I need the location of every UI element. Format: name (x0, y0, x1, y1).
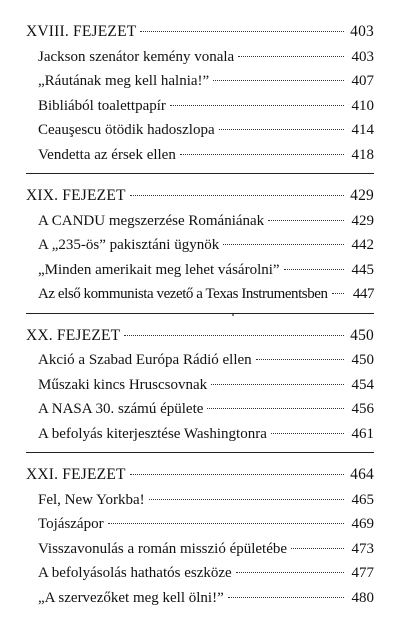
page-number: 454 (351, 376, 374, 393)
table-of-contents (26, 20, 374, 626)
dot-leader (236, 572, 344, 573)
toc-entry (26, 397, 374, 422)
dot-leader (228, 597, 344, 598)
dot-leader (213, 80, 344, 81)
entry-title: Az első kommunista vezető a Texas Instrumentsben (38, 286, 328, 302)
page-number: 410 (351, 97, 374, 114)
page-number: 477 (351, 565, 374, 581)
page-number: 429 (350, 187, 374, 204)
chapter-title: XX. FEJEZET (26, 326, 121, 344)
dot-leader (211, 384, 344, 385)
page-number: 403 (350, 23, 374, 40)
dot-leader (223, 244, 344, 245)
entry-title: Akció a Szabad Európa Rádió ellen (38, 352, 252, 368)
toc-entry (26, 422, 374, 447)
page-number: 450 (350, 326, 374, 344)
toc-entry (26, 45, 374, 70)
page-number: 450 (351, 352, 374, 368)
toc-entry (26, 373, 374, 398)
page-number: 442 (351, 237, 374, 253)
dot-leader (108, 523, 344, 524)
page-number: 473 (351, 540, 374, 557)
entry-title: Visszavonulás a román misszió épületébe (38, 540, 288, 557)
chapter-section (26, 20, 374, 174)
entry-title: A CANDU megszerzése Romániának (38, 212, 265, 229)
chapter-section (26, 184, 374, 314)
entry-title: A befolyásolás hathatós eszköze (38, 565, 232, 581)
dot-leader (284, 269, 344, 270)
toc-entry (26, 258, 374, 283)
toc-entry (26, 512, 374, 537)
chapter-heading (26, 184, 374, 209)
chapter-title: XVIII. FEJEZET (26, 23, 137, 40)
toc-entry (26, 69, 374, 94)
toc-entry (26, 118, 374, 143)
page-number: 469 (351, 516, 374, 532)
entry-title: Vendetta az érsek ellen (38, 146, 176, 163)
page-number: 480 (351, 589, 374, 606)
dot-leader (219, 129, 344, 130)
entry-title: Műszaki kincs Hruscsovnak (38, 376, 208, 393)
entry-title: „Minden amerikait meg lehet vásárolni” (38, 261, 280, 278)
chapter-title: XXI. FEJEZET (26, 466, 126, 483)
toc-entry (26, 209, 374, 234)
dot-leader (124, 335, 344, 336)
chapter-heading (26, 463, 374, 488)
toc-entry (26, 488, 374, 513)
toc-entry (26, 561, 374, 586)
toc-entry (26, 282, 374, 307)
scan-speck (232, 314, 234, 316)
page-number: 456 (351, 401, 374, 417)
chapter-heading (26, 324, 374, 349)
toc-entry (26, 233, 374, 258)
dot-leader (130, 474, 344, 475)
dot-leader (271, 433, 344, 434)
dot-leader (238, 56, 344, 57)
chapter-title: XIX. FEJEZET (26, 187, 126, 204)
dot-leader (332, 293, 345, 294)
dot-leader (180, 154, 344, 155)
dot-leader (140, 31, 344, 32)
page-number: 461 (351, 425, 374, 442)
entry-title: „Ráutának meg kell halnia!” (38, 73, 210, 89)
page-number: 429 (351, 212, 374, 229)
page-number: 414 (351, 122, 374, 138)
chapter-section (26, 324, 374, 454)
toc-entry (26, 94, 374, 119)
chapter-section (26, 463, 374, 616)
entry-title: Bibliából toalettpapír (38, 97, 166, 114)
page-number: 465 (351, 491, 374, 508)
page-number: 407 (351, 73, 374, 89)
entry-title: A NASA 30. számú épülete (38, 401, 204, 417)
page-number: 403 (351, 48, 374, 65)
page-number: 464 (350, 466, 374, 483)
dot-leader (268, 220, 344, 221)
entry-title: Jackson szenátor kemény vonala (38, 48, 235, 65)
dot-leader (130, 195, 344, 196)
dot-leader (207, 408, 344, 409)
page-number: 447 (352, 286, 374, 302)
entry-title: A befolyás kiterjesztése Washingtonra (38, 425, 267, 442)
toc-entry (26, 537, 374, 562)
toc-entry (26, 143, 374, 168)
entry-title: A „235-ös” pakisztáni ügynök (38, 237, 220, 253)
page-number: 445 (351, 261, 374, 278)
toc-entry (26, 586, 374, 611)
dot-leader (149, 499, 344, 500)
entry-title: Ceauşescu ötödik hadoszlopa (38, 122, 215, 138)
dot-leader (256, 359, 344, 360)
entry-title: „A szervezőket meg kell ölni!” (38, 589, 224, 606)
toc-entry (26, 348, 374, 373)
dot-leader (170, 105, 344, 106)
entry-title: Fel, New Yorkba! (38, 491, 145, 508)
entry-title: Tojászápor (38, 516, 104, 532)
dot-leader (291, 548, 344, 549)
chapter-heading (26, 20, 374, 45)
page-number: 418 (351, 146, 374, 163)
